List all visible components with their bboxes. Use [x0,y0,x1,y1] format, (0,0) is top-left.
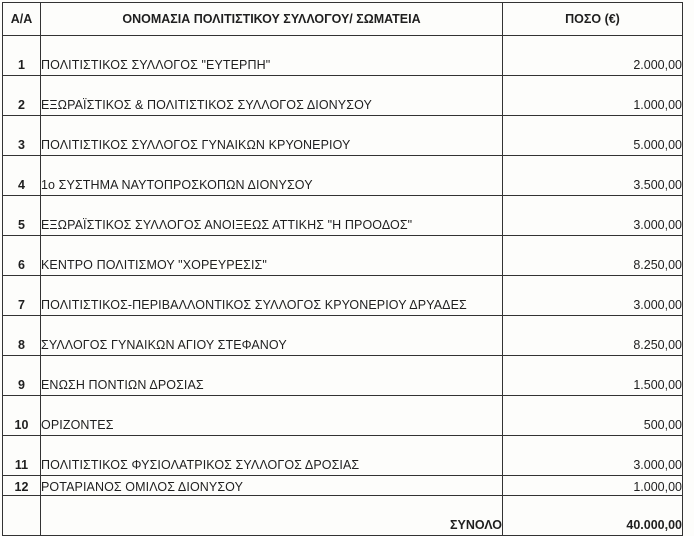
table-row [3,396,683,436]
table-row [3,436,683,476]
row-name: ΠΟΛΙΤΙΣΤΙΚΟΣ ΦΥΣΙΟΛΑΤΡΙΚΟΣ ΣΥΛΛΟΓΟΣ ΔΡΟΣΙΑΣ [41,436,503,476]
row-number: 7 [3,276,41,316]
row-name: ΚΕΝΤΡΟ ΠΟΛΙΤΙΣΜΟΥ "ΧΟΡΕΥΡΕΣΙΣ" [41,236,503,276]
grants-table [2,2,683,536]
row-name: 1ο ΣΥΣΤΗΜΑ ΝΑΥΤΟΠΡΟΣΚΟΠΩΝ ΔΙΟΝΥΣΟΥ [41,156,503,196]
header-name: ΟΝΟΜΑΣΙΑ ΠΟΛΙΤΙΣΤΙΚΟΥ ΣΥΛΛΟΓΟΥ/ ΣΩΜΑΤΕΙΑ [41,3,503,36]
table-row [3,196,683,236]
table-row [3,476,683,496]
row-number: 12 [3,476,41,496]
row-name: ΕΞΩΡΑΪΣΤΙΚΟΣ & ΠΟΛΙΤΙΣΤΙΚΟΣ ΣΥΛΛΟΓΟΣ ΔΙΟΝΥΣΟΥ [41,76,503,116]
total-empty-cell [3,496,41,536]
row-amount: 5.000,00 [503,116,683,156]
row-number: 5 [3,196,41,236]
row-number: 4 [3,156,41,196]
row-number: 2 [3,76,41,116]
row-name: ΠΟΛΙΤΙΣΤΙΚΟΣ-ΠΕΡΙΒΑΛΛΟΝΤΙΚΟΣ ΣΥΛΛΟΓΟΣ ΚΡΥΟΝΕΡΙΟΥ ΔΡΥΑΔΕΣ [41,276,503,316]
total-row [3,496,683,536]
row-amount: 3.000,00 [503,276,683,316]
row-amount: 2.000,00 [503,36,683,76]
row-name: ΕΝΩΣΗ ΠΟΝΤΙΩΝ ΔΡΟΣΙΑΣ [41,356,503,396]
row-amount: 3.000,00 [503,196,683,236]
table-row [3,276,683,316]
row-amount: 3.500,00 [503,156,683,196]
header-amount: ΠΟΣΟ (€) [503,3,683,36]
row-amount: 3.000,00 [503,436,683,476]
table-row [3,356,683,396]
table-row [3,236,683,276]
total-label: ΣΥΝΟΛΟ [41,496,503,536]
table-header-row [3,3,683,36]
row-name: ΣΥΛΛΟΓΟΣ ΓΥΝΑΙΚΩΝ ΑΓΙΟΥ ΣΤΕΦΑΝΟΥ [41,316,503,356]
table-row [3,36,683,76]
row-amount: 8.250,00 [503,236,683,276]
row-number: 9 [3,356,41,396]
row-amount: 1.000,00 [503,76,683,116]
row-number: 1 [3,36,41,76]
row-number: 3 [3,116,41,156]
row-amount: 8.250,00 [503,316,683,356]
row-name: ΟΡΙΖΟΝΤΕΣ [41,396,503,436]
table-row [3,76,683,116]
row-number: 8 [3,316,41,356]
total-amount: 40.000,00 [503,496,683,536]
header-number: Α/Α [3,3,41,36]
row-name: ΕΞΩΡΑΪΣΤΙΚΟΣ ΣΥΛΛΟΓΟΣ ΑΝΟΙΞΕΩΣ ΑΤΤΙΚΗΣ "Η ΠΡΟΟΔΟΣ" [41,196,503,236]
row-name: ΠΟΛΙΤΙΣΤΙΚΟΣ ΣΥΛΛΟΓΟΣ ΓΥΝΑΙΚΩΝ ΚΡΥΟΝΕΡΙΟΥ [41,116,503,156]
row-number: 11 [3,436,41,476]
row-amount: 1.000,00 [503,476,683,496]
table-row [3,316,683,356]
table-row [3,156,683,196]
row-name: ΠΟΛΙΤΙΣΤΙΚΟΣ ΣΥΛΛΟΓΟΣ "ΕΥΤΕΡΠΗ" [41,36,503,76]
row-number: 6 [3,236,41,276]
row-number: 10 [3,396,41,436]
row-amount: 1.500,00 [503,356,683,396]
table-row [3,116,683,156]
row-amount: 500,00 [503,396,683,436]
row-name: ΡΟΤΑΡΙΑΝΟΣ ΟΜΙΛΟΣ ΔΙΟΝΥΣΟΥ [41,476,503,496]
